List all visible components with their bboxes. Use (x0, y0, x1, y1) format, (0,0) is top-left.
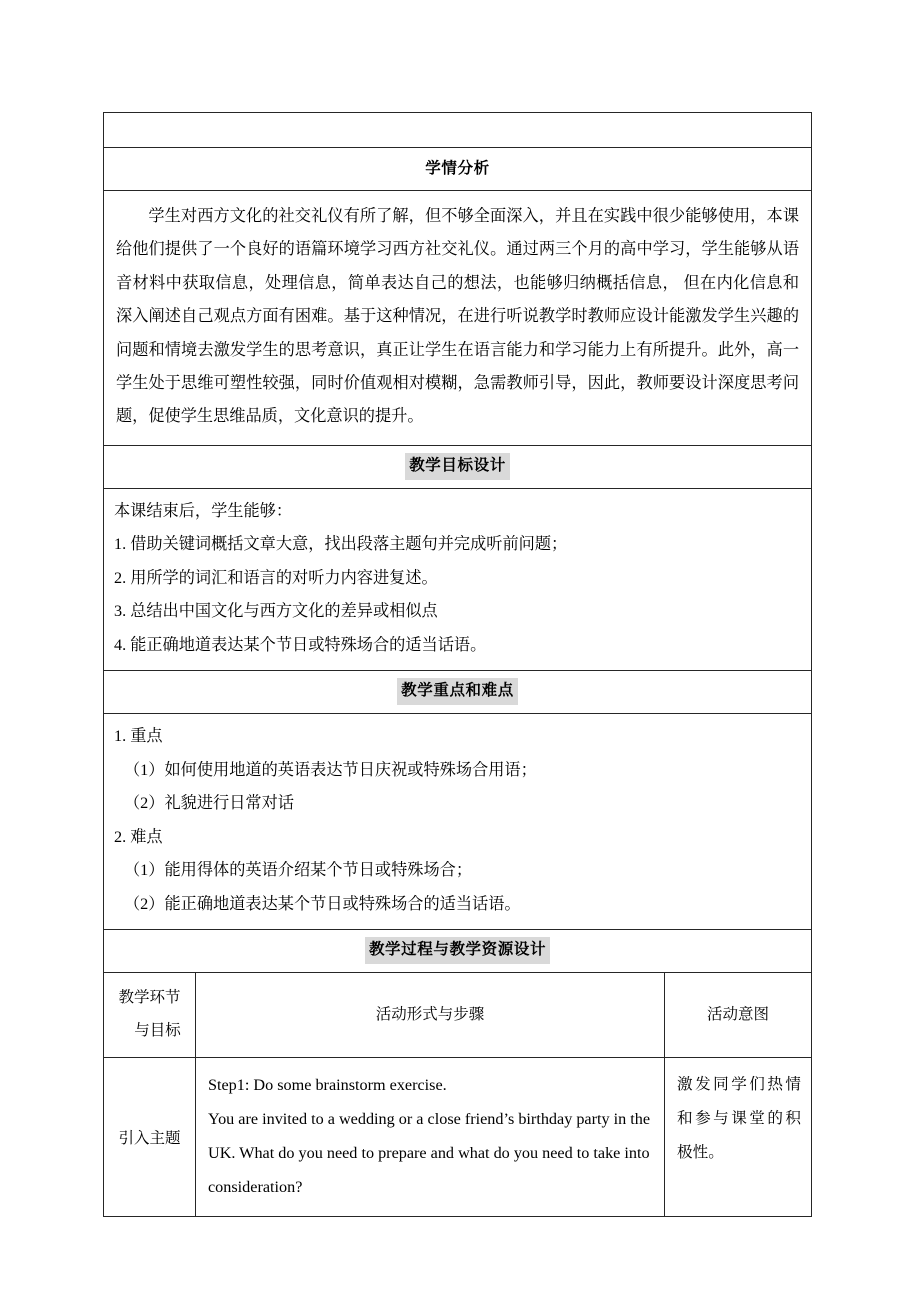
blank-spacer-row (104, 113, 812, 148)
schedule-col-header-stage (104, 973, 196, 1058)
schedule-col-header-stage-line2: 与目标 (134, 1022, 181, 1040)
key-difficult-heading-text: 教学重点和难点 (397, 678, 518, 705)
process-heading-text: 教学过程与教学资源设计 (365, 937, 550, 964)
key-points-item: （1）如何使用地道的英语表达节日庆祝或特殊场合用语； (124, 760, 537, 779)
schedule-stage-cell: 引入主题 (104, 1058, 196, 1217)
section-body-row-student-analysis (104, 191, 812, 446)
schedule-header-row (104, 973, 812, 1058)
student-analysis-paragraph: 学生对西方文化的社交礼仪有所了解，但不够全面深入，并且在实践中很少能够使用，本课给他们提供了一个良好的语篇环境学习西方社交礼仪。通过两三个月的高中学习，学生能够从语音材料中获取信息，处理信息，简单表达自己的想法，也能够归纳概括信息， 但在内化信息和深入阐述自己观点方面有困难。基于这种情况，在进行听说教学时教师应设计能激发学生兴趣的问题和情境去激发学生的思考意识，真正让学生在语言能力和学习能力上有所提升。此外，高一学生处于思维可塑性较强，同时价值观相对模糊，急需教师引导，因此，教师要设计深度思考问题，促使学生思维品质，文化意识的提升。 (116, 207, 800, 426)
objectives-heading-cell (104, 445, 812, 488)
schedule-row (104, 1058, 812, 1217)
student-analysis-body-cell (104, 191, 812, 446)
key-points-item: （2）礼貌进行日常对话 (124, 794, 294, 813)
section-heading-row-key-difficult (104, 671, 812, 714)
student-analysis-heading-text: 学情分析 (425, 159, 490, 177)
schedule-step-line: You are invited to a wedding or a close friend’s birthday party in the UK. What do you need to prepare and what do you need to take into consideration? (208, 1110, 651, 1197)
schedule-col-header-activity: 活动形式与步骤 (196, 973, 665, 1058)
objectives-item: 2. 用所学的词汇和语言的对听力内容进复述。 (114, 568, 438, 587)
section-heading-row-objectives (104, 445, 812, 488)
section-heading-row-student-analysis (104, 148, 812, 191)
process-heading-cell (104, 930, 812, 973)
schedule-col-header-stage-line1: 教学环节 (118, 989, 181, 1007)
key-points-title: 1. 重点 (114, 727, 163, 746)
objectives-item: 4. 能正确地道表达某个节日或特殊场合的适当话语。 (114, 635, 487, 654)
difficult-points-item: （1）能用得体的英语介绍某个节日或特殊场合； (124, 861, 473, 880)
objectives-intro: 本课结束后，学生能够： (114, 501, 293, 520)
objectives-item: 3. 总结出中国文化与西方文化的差异或相似点 (114, 602, 438, 621)
difficult-points-title: 2. 难点 (114, 827, 163, 846)
schedule-intent-text: 激发同学们热情和参与课堂的积极性。 (677, 1076, 802, 1162)
objectives-item: 1. 借助关键词概括文章大意，找出段落主题句并完成听前问题； (114, 535, 568, 554)
key-difficult-heading-cell (104, 671, 812, 714)
lesson-plan-table (103, 112, 812, 1217)
objectives-heading-text: 教学目标设计 (405, 453, 510, 480)
schedule-steps-cell (196, 1058, 665, 1217)
section-body-row-objectives (104, 488, 812, 671)
objectives-body-cell (104, 488, 812, 671)
difficult-points-item: （2）能正确地道表达某个节日或特殊场合的适当话语。 (124, 894, 521, 913)
key-difficult-body-cell (104, 714, 812, 930)
student-analysis-heading-cell (104, 148, 812, 191)
section-body-row-key-difficult (104, 714, 812, 930)
blank-cell (104, 113, 812, 148)
schedule-intent-cell (665, 1058, 812, 1217)
section-heading-row-process (104, 930, 812, 973)
schedule-col-header-intent: 活动意图 (665, 973, 812, 1058)
schedule-step-line: Step1: Do some brainstorm exercise. (208, 1076, 447, 1095)
